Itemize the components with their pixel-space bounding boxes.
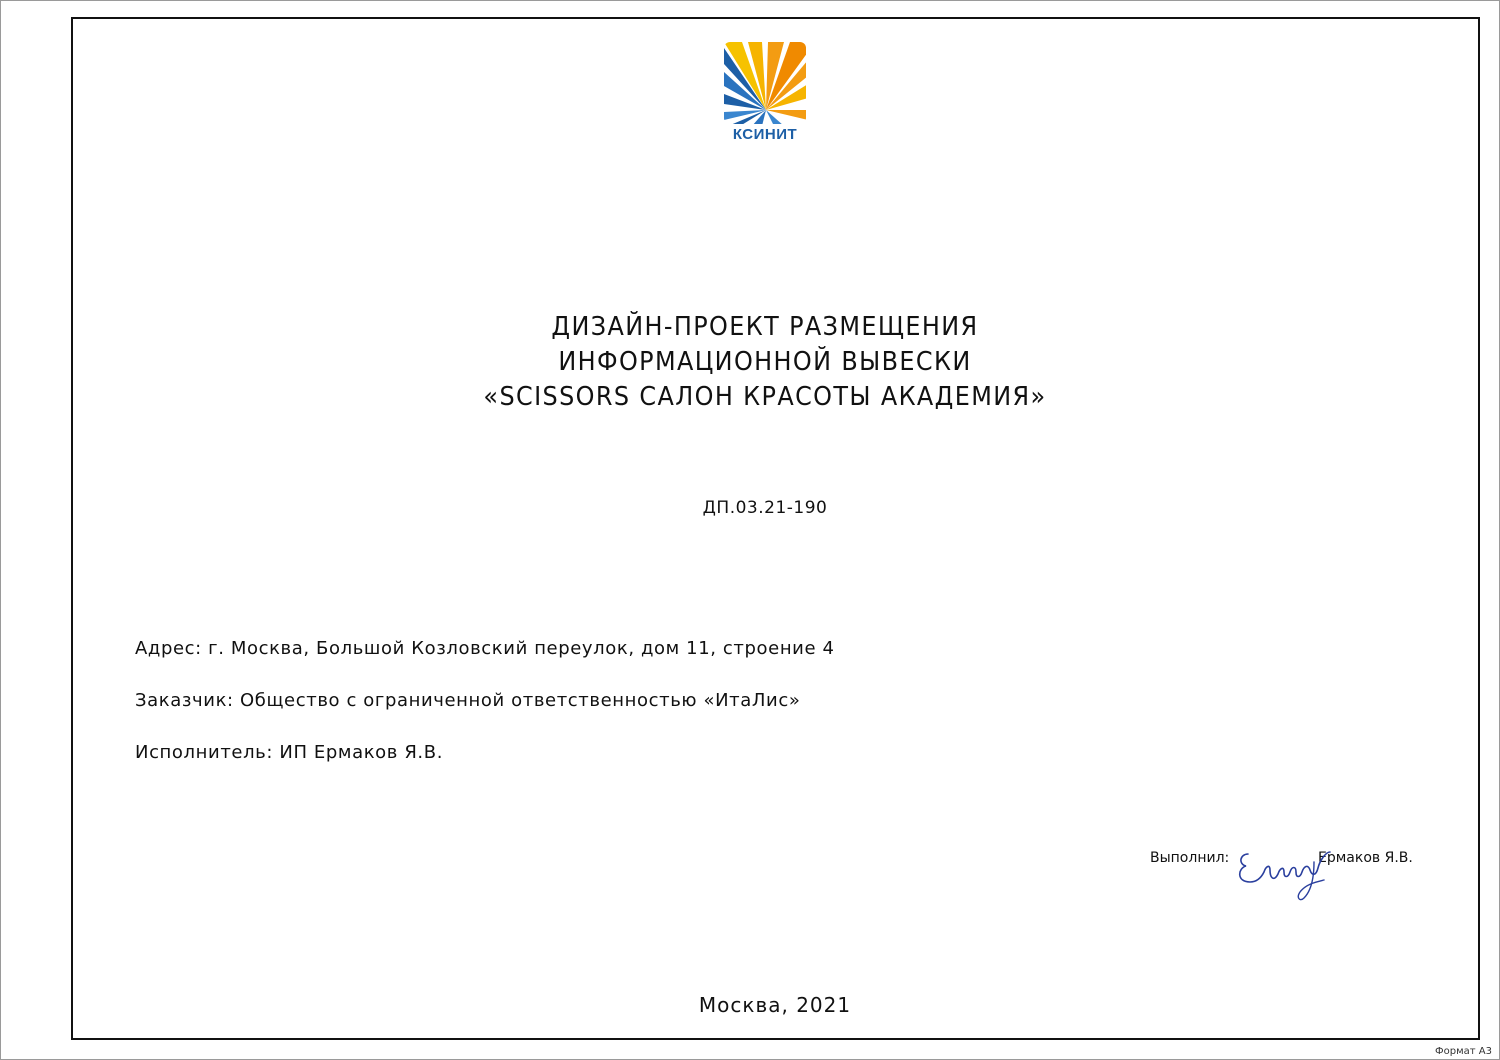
signature-block (1150, 840, 1430, 906)
sheet-format-label: Формат А3 (1435, 1046, 1492, 1057)
title-line-2: ИНФОРМАЦИОННОЙ ВЫВЕСКИ (558, 347, 972, 377)
city-year: Москва, 2021 (698, 993, 852, 1017)
logo-sunburst-icon (722, 40, 808, 126)
document-code: ДП.03.21-190 (702, 498, 828, 518)
title-line-3: «SCISSORS САЛОН КРАСОТЫ АКАДЕМИЯ» (483, 382, 1047, 412)
contractor-line: Исполнитель: ИП Ермаков Я.В. (135, 742, 444, 763)
handwritten-signature-icon (1234, 832, 1344, 902)
project-info (135, 638, 835, 794)
logo-text: КСИНИТ (732, 126, 798, 143)
signature-name: Ермаков Я.В. (1318, 850, 1413, 866)
title-line-1: ДИЗАЙН-ПРОЕКТ РАЗМЕЩЕНИЯ (551, 312, 979, 342)
document-title (411, 310, 1119, 415)
address-line: Адрес: г. Москва, Большой Козловский переулок, дом 11, строение 4 (135, 638, 835, 659)
signature-label: Выполнил: (1150, 850, 1230, 866)
company-logo (722, 40, 808, 148)
customer-line: Заказчик: Общество с ограниченной ответственностью «ИтаЛис» (135, 690, 801, 711)
